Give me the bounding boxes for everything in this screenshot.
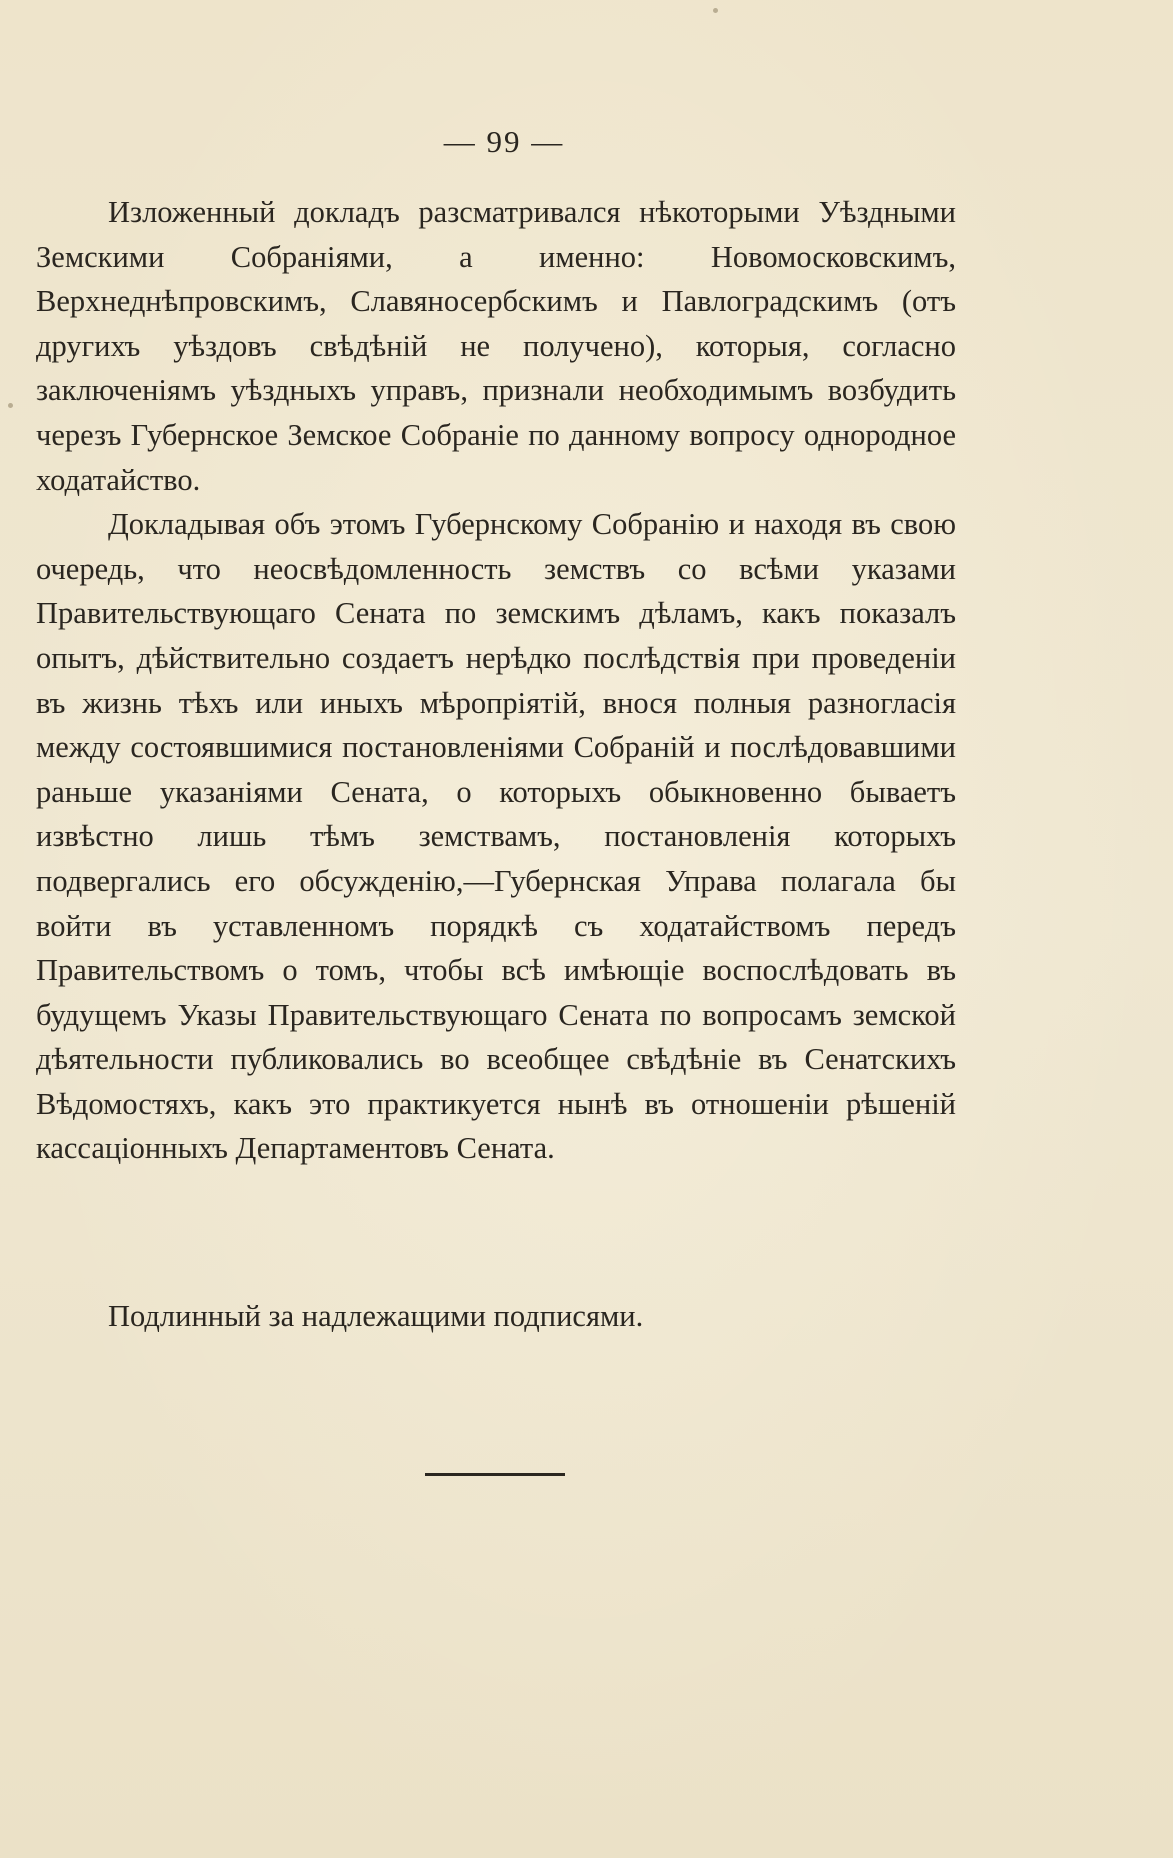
paper-speck: [8, 403, 13, 408]
paper-speck: [713, 8, 718, 13]
page-number: — 99 —: [443, 124, 565, 159]
paragraph-1: Изложенный докладъ разсматривался нѣкоторыми Уѣздными Земскими Собраніями, а именно: Новомосковскимъ, Верхнеднѣпровскимъ, Славяносербскимъ и Павлоградскимъ (отъ другихъ уѣздовъ свѣдѣній не получено), которыя, согласно заключеніямъ уѣздныхъ управъ, признали необходимымъ возбудить черезъ Губернское Земское Собраніе по данному вопросу однородное ходатайство.: [36, 195, 956, 497]
horizontal-rule: [425, 1473, 565, 1476]
paragraph-2: Докладывая объ этомъ Губернскому Собранію и находя въ свою очередь, что неосвѣдомленность земствъ со всѣми указами Правительствующаго Сената по земскимъ дѣламъ, какъ показалъ опытъ, дѣйствительно создаетъ нерѣдко послѣдствія при проведеніи въ жизнь тѣхъ или иныхъ мѣропріятій, внося полныя разногласія между состоявшимися постановленіями Собраній и послѣдовавшими раньше указаніями Сената, о которыхъ обыкновенно бываетъ извѣстно лишь тѣмъ земствамъ, постановленія которыхъ подвергались его обсужденію,—Губернская Управа полагала бы войти въ уставленномъ порядкѣ съ ходатайствомъ передъ Правительствомъ о томъ, чтобы всѣ имѣющіе воспослѣдовать въ будущемъ Указы Правительствующаго Сената по вопросамъ земской дѣятельности публиковались во всеобщее свѣдѣніе въ Сенатскихъ Вѣдомостяхъ, какъ это практикуется нынѣ въ отношеніи рѣшеній кассаціонныхъ Департаментовъ Сената.: [36, 507, 956, 1166]
signature-line: Подлинный за надлежащими подписями.: [108, 1299, 644, 1333]
body-text: [36, 190, 956, 1171]
